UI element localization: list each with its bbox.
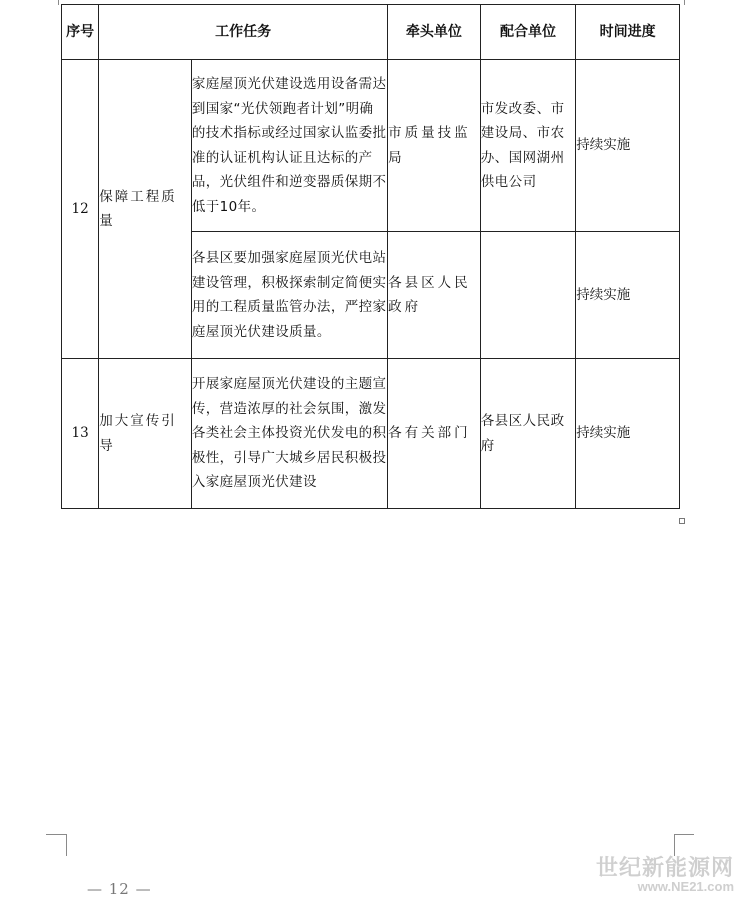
cooperating-units: 市发改委、市建设局、市农办、国网湖州供电公司 <box>480 60 576 232</box>
lead-unit: 各有关部门 <box>388 359 481 509</box>
task-table <box>61 4 680 509</box>
time-progress: 持续实施 <box>576 60 680 232</box>
header-lead: 牵头单位 <box>388 5 481 60</box>
crop-mark-bottom-right-v <box>674 834 675 856</box>
watermark <box>596 856 734 894</box>
row-number: 12 <box>62 60 99 359</box>
cooperating-units <box>480 232 576 359</box>
row-number: 13 <box>62 359 99 509</box>
header-no: 序号 <box>62 5 99 60</box>
crop-mark-bottom-left-h <box>46 834 66 835</box>
crop-mark-top-right <box>684 0 685 5</box>
table-row <box>62 359 680 509</box>
header-row <box>62 5 680 60</box>
header-task: 工作任务 <box>99 5 388 60</box>
table-resize-handle[interactable] <box>679 518 685 524</box>
cooperating-units: 各县区人民政府 <box>480 359 576 509</box>
crop-mark-bottom-left-v <box>66 834 67 856</box>
row-title: 保障工程质量 <box>99 60 192 359</box>
task-description: 各县区要加强家庭屋顶光伏电站建设管理，积极探索制定简便实用的工程质量监管办法，严控家庭屋顶光伏建设质量。 <box>191 232 387 359</box>
page-number: — 12 — <box>87 880 152 898</box>
time-progress: 持续实施 <box>576 359 680 509</box>
time-progress: 持续实施 <box>576 232 680 359</box>
lead-unit: 各县区人民政府 <box>388 232 481 359</box>
task-description: 家庭屋顶光伏建设选用设备需达到国家“光伏领跑者计划”明确的技术指标或经过国家认监委批准的认证机构认证且达标的产品，光伏组件和逆变器质保期不低于10年。 <box>191 60 387 232</box>
crop-mark-bottom-right-h <box>674 834 694 835</box>
watermark-name: 世纪新能源网 <box>595 855 734 880</box>
row-title: 加大宣传引导 <box>99 359 192 509</box>
header-coop: 配合单位 <box>480 5 576 60</box>
table-row <box>62 60 680 232</box>
lead-unit: 市质量技监局 <box>388 60 481 232</box>
task-description: 开展家庭屋顶光伏建设的主题宣传，营造浓厚的社会氛围，激发各类社会主体投资光伏发电的积极性，引导广大城乡居民积极投入家庭屋顶光伏建设 <box>191 359 387 509</box>
crop-mark-top <box>58 0 59 5</box>
header-time: 时间进度 <box>576 5 680 60</box>
watermark-url: www.NE21.com <box>637 879 734 894</box>
